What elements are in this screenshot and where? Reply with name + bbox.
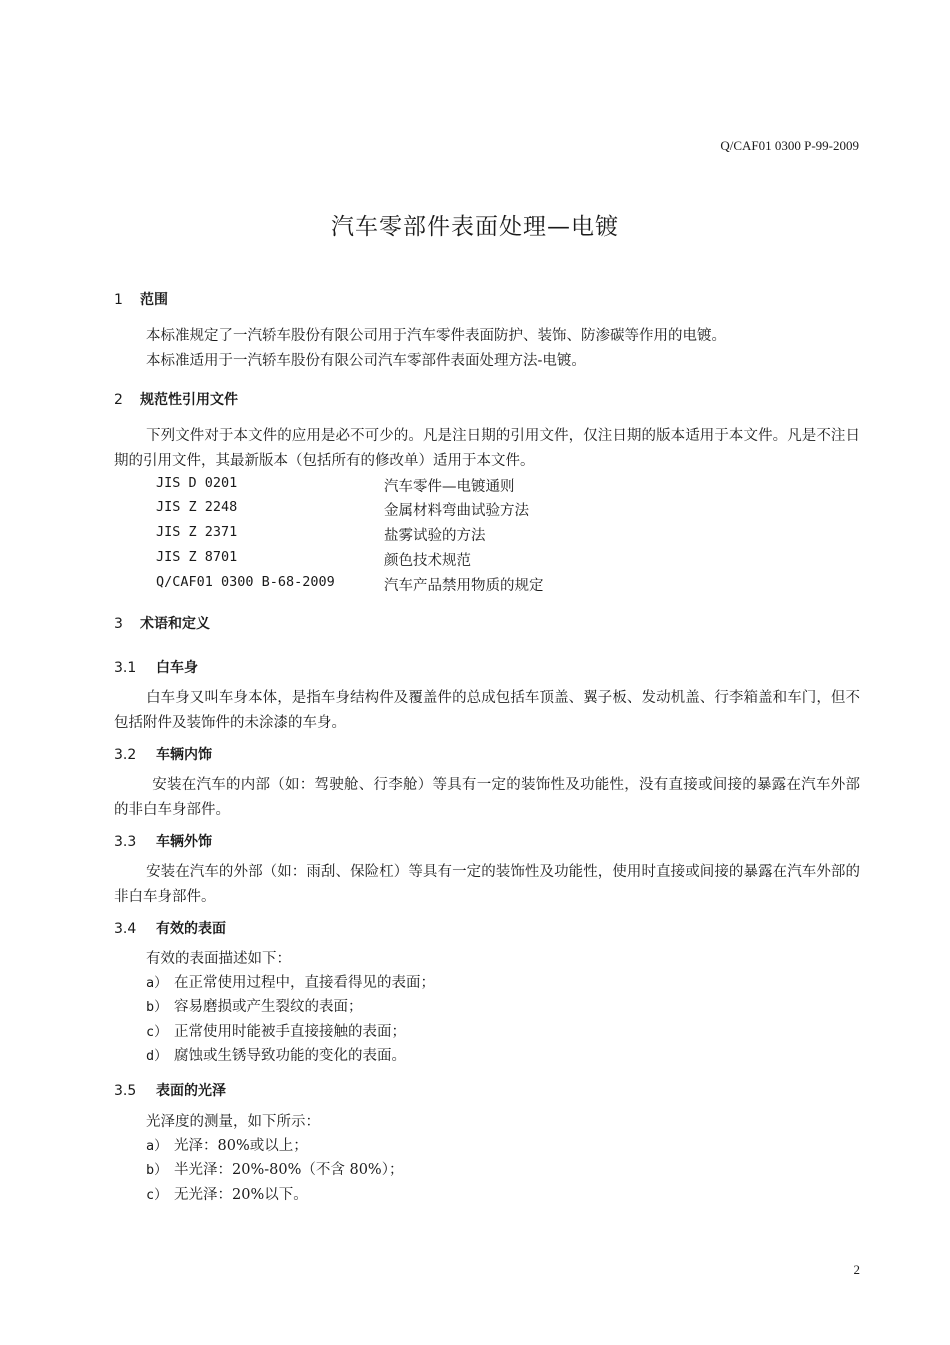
doc-code: Q/CAF01 0300 P-99-2009 [720, 138, 859, 153]
list-marker: b） [146, 999, 168, 1015]
subsection-3-5-intro: 光泽度的测量，如下所示： [146, 1114, 320, 1130]
subsection-3-1-heading [114, 657, 198, 677]
subsection-3-4-heading [114, 918, 226, 938]
section-1-para-2: 本标准适用于一汽轿车股份有限公司汽车零部件表面处理方法-电镀。 [146, 353, 586, 369]
subsection-title: 白车身 [156, 660, 198, 676]
reference-name: 汽车零件—电镀通则 [384, 479, 515, 495]
list-item [146, 1044, 406, 1068]
subsection-title: 表面的光泽 [156, 1083, 226, 1099]
section-2-intro [114, 424, 860, 474]
reference-name: 汽车产品禁用物质的规定 [384, 578, 544, 594]
reference-standard: JIS D 0201 [156, 475, 238, 491]
definition-text: 安装在汽车的内部（如：驾驶舱、行李舱）等具有一定的装饰性及功能性，没有直接或间接的暴露在汽车外部的非白车身部件。 [114, 777, 860, 818]
reference-row [156, 475, 756, 499]
list-marker: a） [146, 1138, 168, 1154]
reference-standard: JIS Z 8701 [156, 549, 238, 565]
list-item [146, 971, 435, 995]
list-marker: a） [146, 975, 168, 991]
list-text: 腐蚀或生锈导致功能的变化的表面。 [174, 1048, 406, 1064]
section-3-heading [114, 613, 210, 633]
subsection-3-5-heading [114, 1080, 226, 1100]
list-item [146, 995, 363, 1019]
subsection-3-3-heading [114, 831, 212, 851]
subsection-title: 车辆内饰 [156, 747, 212, 763]
intro-text: 下列文件对于本文件的应用是必不可少的。凡是注日期的引用文件，仅注日期的版本适用于本文件。凡是不注日期的引用文件，其最新版本（包括所有的修改单）适用于本文件。 [114, 428, 860, 469]
section-2-heading [114, 389, 238, 409]
list-text: 半光泽：20%-80%（不含 80%）； [174, 1162, 404, 1178]
reference-row [156, 524, 756, 548]
section-number: 2 [114, 392, 123, 408]
reference-name: 金属材料弯曲试验方法 [384, 503, 529, 519]
list-text: 光泽：80%或以上； [174, 1138, 308, 1154]
section-title: 范围 [140, 292, 168, 308]
list-item [146, 1020, 406, 1044]
section-1-para-1: 本标准规定了一汽轿车股份有限公司用于汽车零件表面防护、装饰、防渗碳等作用的电镀。 [146, 328, 726, 344]
list-item [146, 1183, 308, 1207]
list-text: 在正常使用过程中，直接看得见的表面； [174, 975, 435, 991]
list-text: 正常使用时能被手直接接触的表面； [174, 1024, 406, 1040]
list-item [146, 1134, 308, 1158]
list-item [146, 1158, 403, 1182]
subsection-title: 有效的表面 [156, 921, 226, 937]
page-number: 2 [853, 1262, 860, 1277]
subsection-3-4-intro: 有效的表面描述如下： [146, 951, 291, 967]
list-text: 无光泽：20%以下。 [174, 1187, 308, 1203]
section-title: 规范性引用文件 [140, 392, 238, 408]
subsection-title: 车辆外饰 [156, 834, 212, 850]
reference-row [156, 499, 756, 523]
subsection-number: 3.1 [114, 660, 137, 676]
reference-row [156, 574, 756, 598]
definition-text: 白车身又叫车身本体，是指车身结构件及覆盖件的总成包括车顶盖、翼子板、发动机盖、行李箱盖和车门，但不包括附件及装饰件的未涂漆的车身。 [114, 690, 860, 731]
reference-row [156, 549, 756, 573]
list-text: 容易磨损或产生裂纹的表面； [174, 999, 363, 1015]
section-number: 3 [114, 616, 123, 632]
reference-standard: Q/CAF01 0300 B-68-2009 [156, 574, 335, 590]
subsection-3-1-text [114, 686, 860, 736]
subsection-3-2-heading [114, 744, 212, 764]
reference-standard: JIS Z 2371 [156, 524, 238, 540]
subsection-3-2-text [114, 773, 860, 823]
list-marker: c） [146, 1187, 168, 1203]
list-marker: c） [146, 1024, 168, 1040]
doc-title: 汽车零部件表面处理—电镀 [331, 214, 619, 240]
reference-name: 盐雾试验的方法 [384, 528, 486, 544]
subsection-number: 3.2 [114, 747, 137, 763]
subsection-3-3-text [114, 860, 860, 910]
section-title: 术语和定义 [140, 616, 210, 632]
reference-standard: JIS Z 2248 [156, 499, 238, 515]
section-1-heading [114, 289, 168, 309]
list-marker: b） [146, 1162, 168, 1178]
section-number: 1 [114, 292, 123, 308]
definition-text: 安装在汽车的外部（如：雨刮、保险杠）等具有一定的装饰性及功能性，使用时直接或间接的暴露在汽车外部的非白车身部件。 [114, 864, 860, 905]
subsection-number: 3.5 [114, 1083, 137, 1099]
subsection-number: 3.3 [114, 834, 137, 850]
list-marker: d） [146, 1048, 168, 1064]
reference-name: 颜色技术规范 [384, 553, 471, 569]
subsection-number: 3.4 [114, 921, 137, 937]
